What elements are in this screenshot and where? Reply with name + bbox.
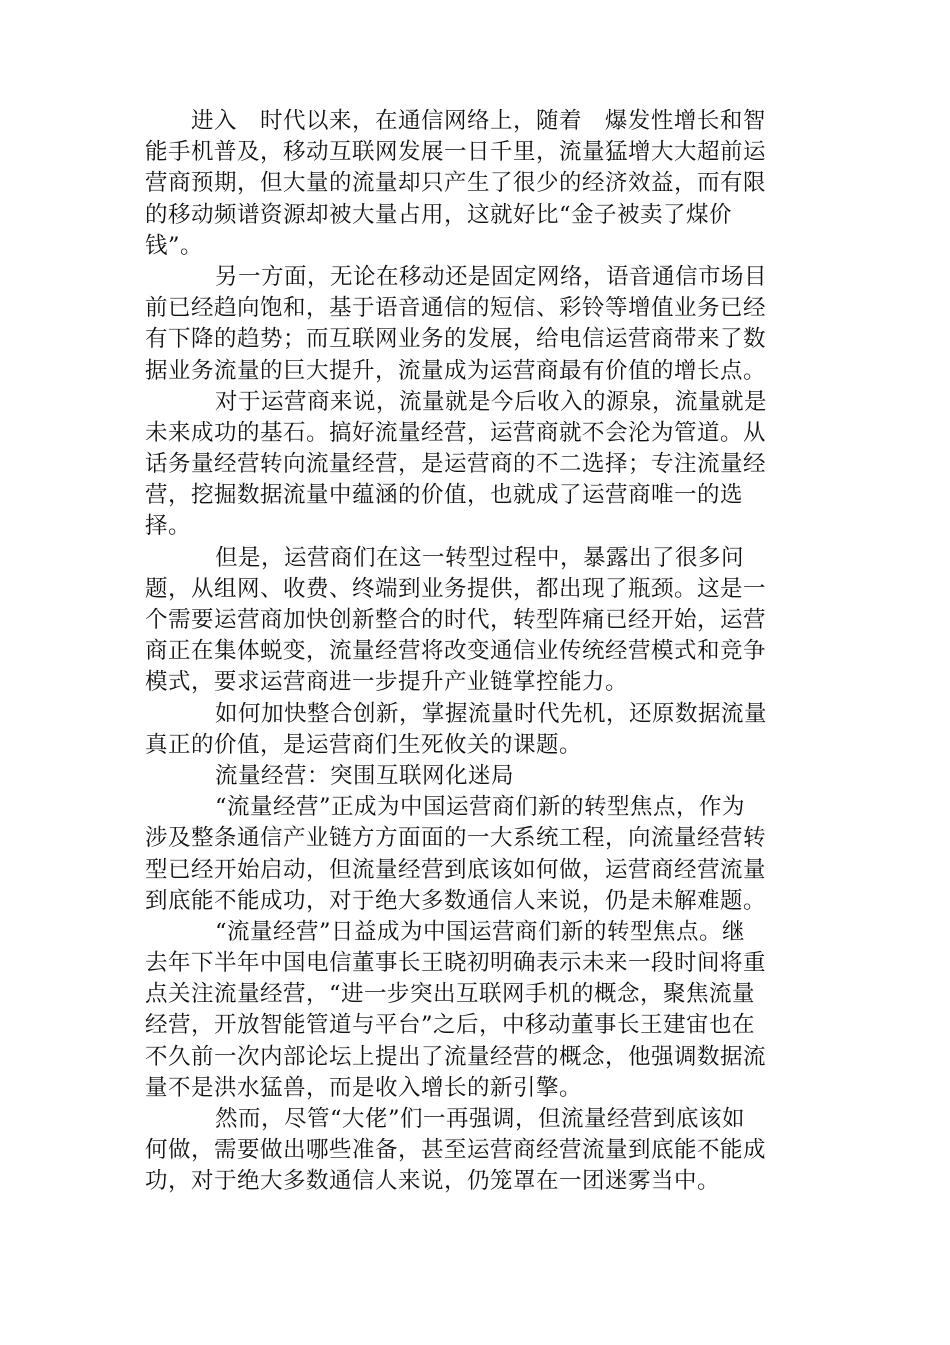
paragraph-line: 个需要运营商加快创新整合的时代，转型阵痛已经开始，运营 [145, 607, 767, 633]
paragraph-line: 能手机普及，移动互联网发展一日千里，流量猛增大大超前运 [145, 139, 767, 166]
paragraph-line: 对于运营商来说，流量就是今后收入的源泉，流量就是 [215, 388, 768, 415]
paragraph [145, 792, 795, 917]
paragraph-line: 涉及整条通信产业链方方面面的一大系统工程，向流量经营转 [145, 825, 767, 852]
paragraph-line: 进入 时代以来，在通信网络上，随着 爆发性增长和智 [191, 108, 766, 134]
paragraph [145, 106, 795, 262]
paragraph-line: 去年下半年中国电信董事长王晓初明确表示未来一段时间将重 [145, 950, 767, 977]
paragraph-line: 功，对于绝大多数通信人来说，仍笼罩在一团迷雾当中。 [145, 1168, 721, 1195]
paragraph-line: 题，从组网、收费、终端到业务提供，都出现了瓶颈。这是一 [145, 575, 767, 602]
paragraph-line: 量不是洪水猛兽，而是收入增长的新引擎。 [145, 1074, 583, 1101]
paragraph-line: 点关注流量经营，“进一步突出互联网手机的概念，聚焦流量 [145, 981, 756, 1008]
paragraph-line: 择。 [145, 513, 192, 540]
paragraph [145, 917, 795, 1104]
paragraph-line: 然而，尽管“大佬”们一再强调，但流量经营到底该如 [215, 1106, 746, 1132]
section-heading [145, 761, 795, 792]
paragraph-line: 钱”。 [145, 232, 204, 259]
paragraph-line: 营，挖掘数据流量中蕴涵的价值，也就成了运营商唯一的选 [145, 482, 744, 509]
paragraph-line: “流量经营”日益成为中国运营商们新的转型焦点。继 [215, 918, 746, 945]
paragraph [145, 543, 795, 699]
paragraph-line: 到底能不能成功，对于绝大多数通信人来说，仍是未解难题。 [145, 887, 767, 914]
paragraph [145, 699, 795, 761]
paragraph-line: 何做，需要做出哪些准备，甚至运营商经营流量到底能不能成 [145, 1137, 767, 1164]
paragraph-line: 型已经开始启动，但流量经营到底该如何做，运营商经营流量 [145, 856, 767, 883]
paragraph-line: 如何加快整合创新，掌握流量时代先机，还原数据流量 [215, 700, 768, 727]
paragraph-line: “流量经营”正成为中国运营商们新的转型焦点，作为 [215, 794, 746, 821]
paragraph-line: 不久前一次内部论坛上提出了流量经营的概念，他强调数据流 [145, 1043, 767, 1070]
paragraph-line: 经营，开放智能管道与平台”之后，中移动董事长王建宙也在 [145, 1012, 756, 1039]
paragraph [145, 1104, 795, 1198]
section-heading-line: 流量经营：突围互联网化迷局 [215, 762, 515, 789]
paragraph-line: 未来成功的基石。搞好流量经营，运营商就不会沦为管道。从 [145, 419, 767, 446]
document-body [145, 106, 795, 1198]
paragraph-line: 有下降的趋势；而互联网业务的发展，给电信运营商带来了数 [145, 326, 767, 353]
paragraph-line: 据业务流量的巨大提升，流量成为运营商最有价值的增长点。 [145, 357, 767, 384]
paragraph-line: 但是，运营商们在这一转型过程中，暴露出了很多问 [215, 544, 745, 571]
paragraph-line: 的移动频谱资源却被大量占用，这就好比“金子被卖了煤价 [145, 201, 733, 228]
paragraph-line: 营商预期，但大量的流量却只产生了很少的经济效益，而有限 [145, 170, 767, 197]
paragraph-line: 前已经趋向饱和，基于语音通信的短信、彩铃等增值业务已经 [145, 295, 767, 322]
paragraph-line: 真正的价值，是运营商们生死攸关的课题。 [145, 731, 583, 758]
paragraph-line: 商正在集体蜕变，流量经营将改变通信业传统经营模式和竞争 [145, 638, 767, 665]
paragraph [145, 262, 795, 387]
paragraph-line: 话务量经营转向流量经营，是运营商的不二选择；专注流量经 [145, 451, 767, 478]
paragraph-line: 另一方面，无论在移动还是固定网络，语音通信市场目 [215, 263, 768, 290]
paragraph [145, 387, 795, 543]
paragraph-line: 模式，要求运营商进一步提升产业链掌控能力。 [145, 669, 629, 696]
